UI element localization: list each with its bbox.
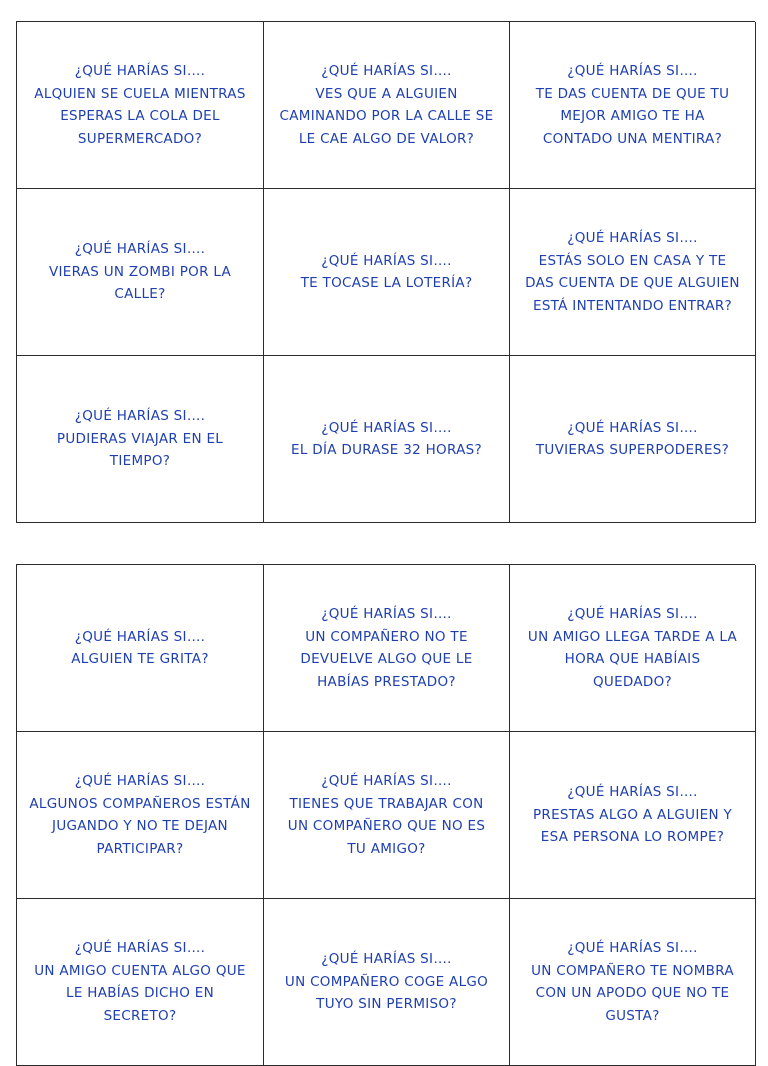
card-heading: ¿QUÉ HARÍAS SI…. <box>567 63 698 79</box>
card-heading: ¿QUÉ HARÍAS SI…. <box>74 63 206 79</box>
card-question-line: ALQUIEN SE CUELA MIENTRAS <box>34 85 246 102</box>
card-question-line: SECRETO? <box>103 1007 177 1024</box>
card-heading: ¿QUÉ HARÍAS SI…. <box>321 63 452 79</box>
question-card <box>510 732 756 899</box>
card-heading: ¿QUÉ HARÍAS SI…. <box>567 419 698 436</box>
card-heading: ¿QUÉ HARÍAS SI…. <box>74 408 206 425</box>
card-question-line: ESTÁ INTENTANDO ENTRAR? <box>532 297 732 314</box>
card-question-line: ESTÁS SOLO EN CASA Y TE <box>538 252 727 269</box>
card-heading: ¿QUÉ HARÍAS SI…. <box>567 940 698 956</box>
card-question-line: TIEMPO? <box>109 453 171 470</box>
question-card <box>264 356 510 523</box>
card-question-line: TIENES QUE TRABAJAR CON <box>289 795 484 812</box>
card-question-line: UN AMIGO CUENTA ALGO QUE <box>34 962 246 979</box>
card-question-line: PRESTAS ALGO A ALGUIEN Y <box>532 806 733 823</box>
card-question-line: CAMINANDO POR LA CALLE SE <box>279 108 494 124</box>
card-question-line: HABÍAS PRESTADO? <box>317 673 456 690</box>
question-card <box>264 22 510 189</box>
card-question-line: VES QUE A ALGUIEN <box>315 85 458 102</box>
card-heading: ¿QUÉ HARÍAS SI…. <box>321 419 452 436</box>
card-question-line: PARTICIPAR? <box>96 840 184 857</box>
card-question-line: ESA PERSONA LO ROMPE? <box>540 829 725 846</box>
card-heading: ¿QUÉ HARÍAS SI…. <box>74 241 206 258</box>
question-card <box>510 899 756 1066</box>
card-heading: ¿QUÉ HARÍAS SI…. <box>567 784 698 801</box>
card-question-line: LE CAE ALGO DE VALOR? <box>298 130 475 147</box>
card-question-line: PUDIERAS VIAJAR EN EL <box>56 430 224 447</box>
card-question-line: CONTADO UNA MENTIRA? <box>542 130 723 147</box>
card-heading: ¿QUÉ HARÍAS SI…. <box>74 773 206 789</box>
card-sheet-top <box>16 21 755 523</box>
question-card <box>264 565 510 732</box>
card-question-line: TUYO SIN PERMISO? <box>316 996 457 1013</box>
card-question-line: DAS CUENTA DE QUE ALGUIEN <box>525 275 740 291</box>
card-question-line: UN AMIGO LLEGA TARDE A LA <box>527 628 738 645</box>
card-heading: ¿QUÉ HARÍAS SI…. <box>74 940 206 956</box>
card-question-line: ALGUNOS COMPAÑEROS ESTÁN <box>29 795 251 812</box>
card-heading: ¿QUÉ HARÍAS SI…. <box>567 606 698 622</box>
question-card <box>510 189 756 356</box>
card-question-line: UN COMPAÑERO QUE NO ES <box>287 818 486 834</box>
question-card <box>510 22 756 189</box>
question-card <box>17 732 264 899</box>
card-heading: ¿QUÉ HARÍAS SI…. <box>567 230 698 246</box>
question-card <box>510 356 756 523</box>
card-question-line: UN COMPAÑERO COGE ALGO <box>284 973 489 990</box>
card-question-line: MEJOR AMIGO TE HA <box>560 108 705 124</box>
card-question-line: ALGUIEN TE GRITA? <box>71 651 209 667</box>
card-question-line: DEVUELVE ALGO QUE LE <box>300 651 473 667</box>
card-sheet-bottom <box>16 564 755 1066</box>
card-question-line: TE DAS CUENTA DE QUE TU <box>535 85 730 102</box>
card-question-line: TE TOCASE LA LOTERÍA? <box>300 275 473 291</box>
card-question-line: UN COMPAÑERO NO TE <box>305 628 468 645</box>
card-question-line: GUSTA? <box>605 1007 660 1024</box>
card-question-line: HORA QUE HABÍAIS <box>564 651 701 667</box>
card-heading: ¿QUÉ HARÍAS SI…. <box>321 606 452 622</box>
card-heading: ¿QUÉ HARÍAS SI…. <box>74 628 206 645</box>
card-question-line: UN COMPAÑERO TE NOMBRA <box>531 962 734 979</box>
question-card <box>264 732 510 899</box>
card-question-line: CON UN APODO QUE NO TE <box>535 985 730 1001</box>
card-heading: ¿QUÉ HARÍAS SI…. <box>321 252 452 269</box>
card-question-line: TU AMIGO? <box>347 840 426 857</box>
question-card <box>264 899 510 1066</box>
question-card <box>17 189 264 356</box>
card-question-line: VIERAS UN ZOMBI POR LA <box>48 263 232 280</box>
question-card <box>17 356 264 523</box>
question-card <box>17 565 264 732</box>
question-card <box>17 22 264 189</box>
card-question-line: ESPERAS LA COLA DEL <box>60 108 220 124</box>
card-question-line: LE HABÍAS DICHO EN <box>66 985 214 1001</box>
card-question-line: TUVIERAS SUPERPODERES? <box>535 442 730 458</box>
card-question-line: JUGANDO Y NO TE DEJAN <box>52 818 228 834</box>
card-question-line: QUEDADO? <box>592 673 673 690</box>
question-card <box>510 565 756 732</box>
card-heading: ¿QUÉ HARÍAS SI…. <box>321 951 452 968</box>
question-card <box>17 899 264 1066</box>
card-question-line: CALLE? <box>114 286 166 303</box>
question-card <box>264 189 510 356</box>
card-question-line: SUPERMERCADO? <box>77 130 203 147</box>
card-question-line: EL DÍA DURASE 32 HORAS? <box>291 442 482 458</box>
card-heading: ¿QUÉ HARÍAS SI…. <box>321 773 452 789</box>
